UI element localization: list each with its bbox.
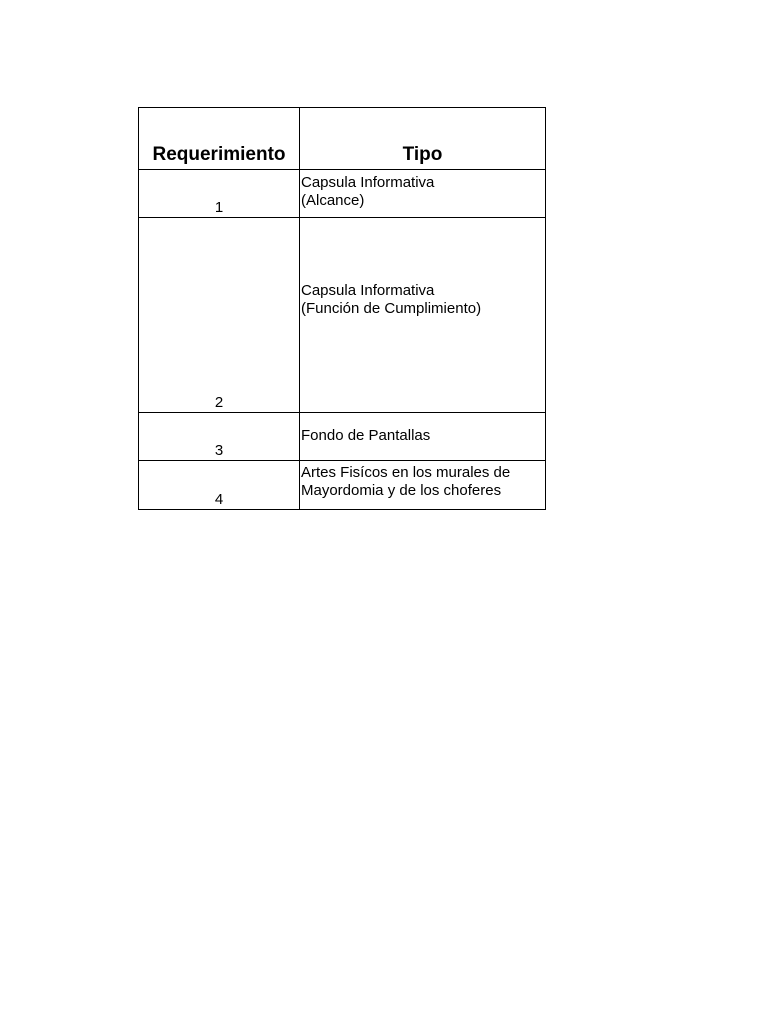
requerimiento-number: 1 [139, 170, 300, 218]
requerimiento-number: 4 [139, 461, 300, 510]
tipo-line: (Alcance) [301, 192, 365, 209]
requirements-table [138, 107, 546, 510]
tipo-line: (Función de Cumplimiento) [301, 300, 482, 317]
tipo-line: Mayordomia y de los choferes [301, 482, 502, 499]
table-row [139, 461, 546, 510]
table-row [139, 170, 546, 218]
tipo-cell [300, 218, 546, 413]
tipo-cell [300, 170, 546, 218]
tipo-cell [300, 413, 546, 461]
header-tipo: Tipo [300, 108, 546, 170]
requerimiento-number: 2 [139, 218, 300, 413]
requerimiento-number: 3 [139, 413, 300, 461]
table-row [139, 413, 546, 461]
header-requerimiento: Requerimiento [139, 108, 300, 170]
tipo-line: Artes Fisícos en los murales de [301, 464, 511, 481]
tipo-line: Fondo de Pantallas [301, 427, 431, 444]
tipo-line: Capsula Informativa [301, 282, 435, 299]
table-header-row [139, 108, 546, 170]
tipo-cell [300, 461, 546, 510]
table-row [139, 218, 546, 413]
tipo-line: Capsula Informativa [301, 174, 435, 191]
